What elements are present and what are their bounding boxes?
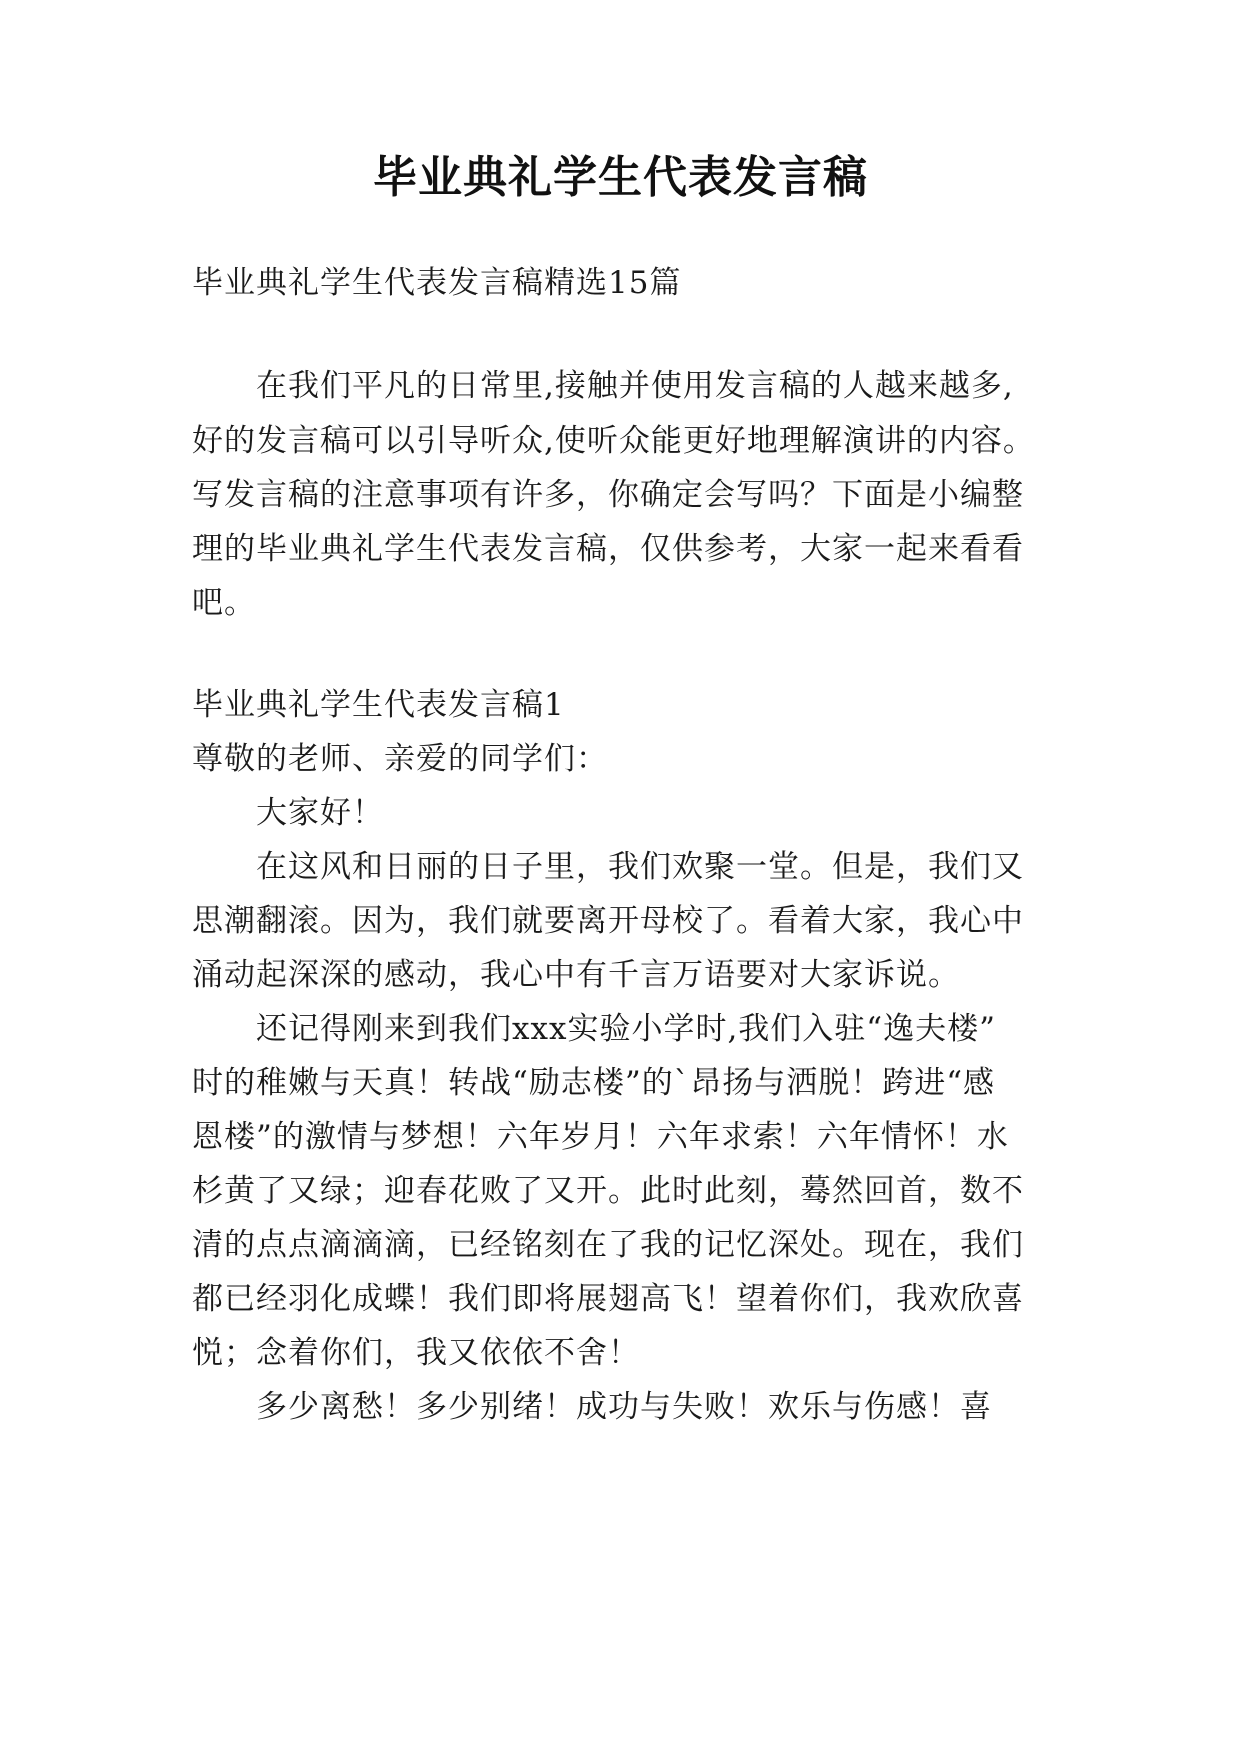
paragraph-line: 思潮翻滚。因为，我们就要离开母校了。看着大家，我心中 (192, 903, 1024, 939)
intro-line: 吧。 (192, 585, 256, 621)
paragraph-line: 涌动起深深的感动，我心中有千言万语要对大家诉说。 (192, 957, 960, 993)
intro-line: 写发言稿的注意事项有许多，你确定会写吗？下面是小编整 (192, 477, 1024, 513)
paragraph-line: 多少离愁！多少别绪！成功与失败！欢乐与伤感！喜 (256, 1389, 992, 1425)
paragraph-line: 在这风和日丽的日子里，我们欢聚一堂。但是，我们又 (256, 849, 1024, 885)
paragraph-line: 时的稚嫩与天真！转战“励志楼”的`昂扬与洒脱！跨进“感 (192, 1065, 996, 1101)
paragraph-line: 还记得刚来到我们xxx实验小学时,我们入驻“逸夫楼” (256, 1011, 996, 1047)
section-heading: 毕业典礼学生代表发言稿1 (192, 687, 565, 723)
paragraph-line: 杉黄了又绿；迎春花败了又开。此时此刻，蓦然回首，数不 (192, 1173, 1024, 1209)
paragraph-line: 都已经羽化成蝶！我们即将展翅高飞！望着你们，我欢欣喜 (192, 1281, 1024, 1317)
greeting: 大家好！ (256, 795, 384, 831)
salutation: 尊敬的老师、亲爱的同学们： (192, 741, 608, 777)
intro-line: 在我们平凡的日常里,接触并使用发言稿的人越来越多, (256, 368, 1014, 404)
paragraph-line: 清的点点滴滴滴，已经铭刻在了我的记忆深处。现在，我们 (192, 1227, 1024, 1263)
document-title: 毕业典礼学生代表发言稿 (373, 152, 868, 203)
document-subtitle: 毕业典礼学生代表发言稿精选15篇 (192, 265, 682, 301)
intro-line: 理的毕业典礼学生代表发言稿，仅供参考，大家一起来看看 (192, 531, 1024, 567)
intro-line: 好的发言稿可以引导听众,使听众能更好地理解演讲的内容。 (192, 423, 1035, 459)
paragraph-line: 悦；念着你们，我又依依不舍！ (192, 1335, 640, 1371)
paragraph-line: 恩楼”的激情与梦想！六年岁月！六年求索！六年情怀！水 (192, 1119, 1009, 1155)
